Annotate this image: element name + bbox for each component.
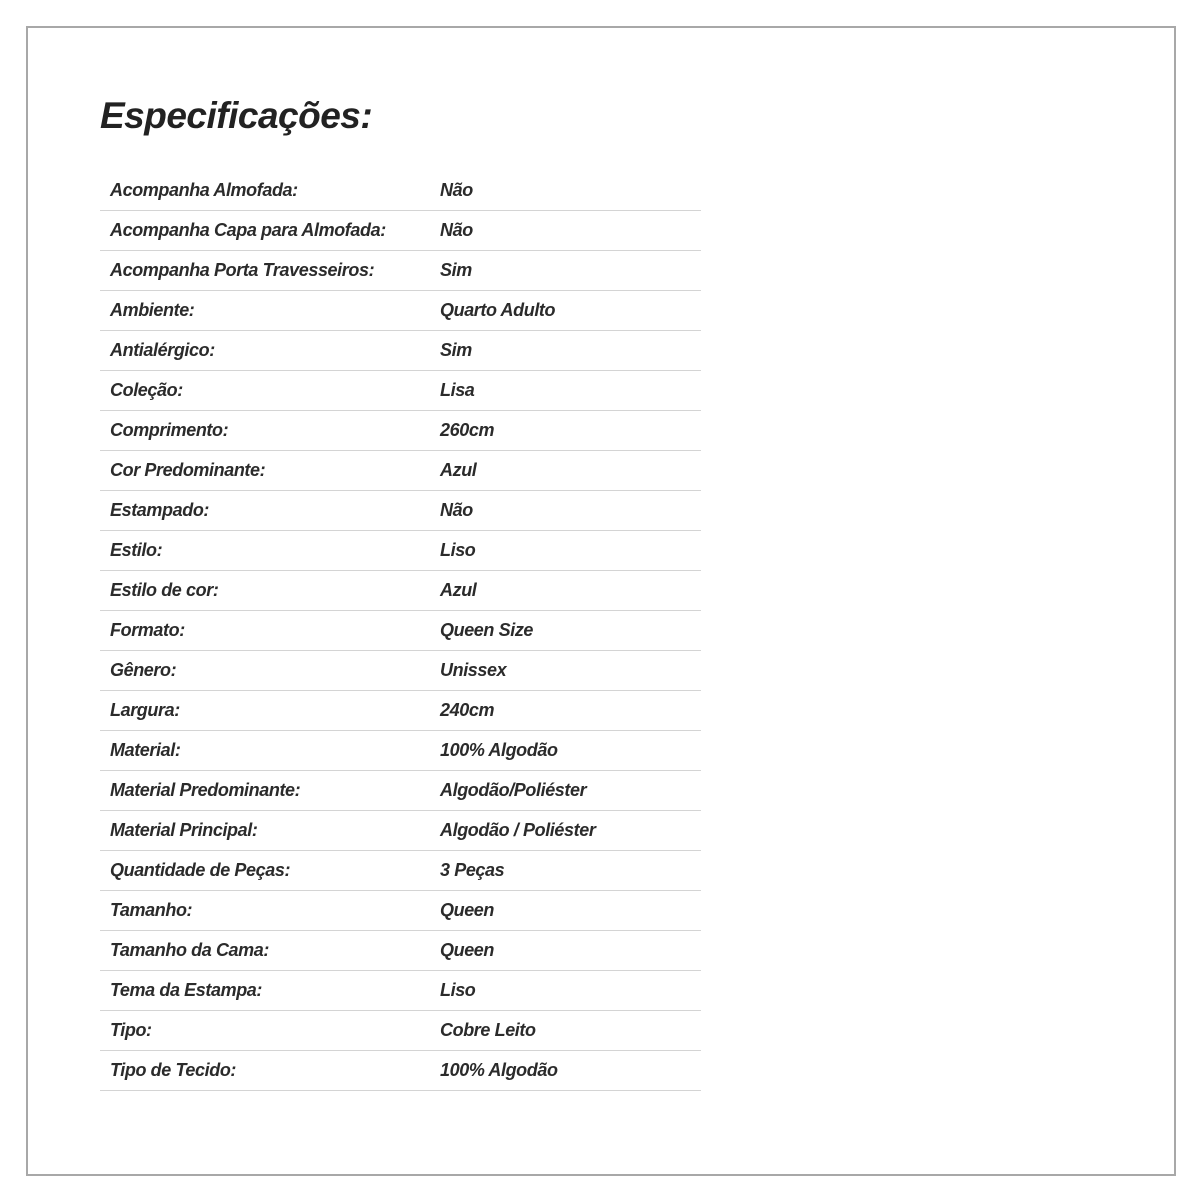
spec-value: 260cm (440, 420, 495, 440)
spec-label: Tamanho da Cama: (110, 940, 269, 960)
spec-row (100, 211, 701, 251)
spec-label: Cor Predominante: (110, 460, 266, 480)
spec-label: Tamanho: (110, 900, 193, 920)
spec-label: Tipo: (110, 1020, 152, 1040)
spec-row (100, 851, 701, 891)
spec-value: Azul (440, 460, 477, 480)
spec-label: Ambiente: (110, 300, 195, 320)
spec-row (100, 171, 701, 211)
spec-value: Queen Size (440, 620, 534, 640)
spec-row (100, 451, 701, 491)
spec-value: Queen (440, 900, 495, 920)
spec-label: Coleção: (110, 380, 183, 400)
spec-row (100, 331, 701, 371)
spec-label: Acompanha Almofada: (110, 180, 298, 200)
spec-label: Tipo de Tecido: (110, 1060, 237, 1080)
spec-value: Sim (440, 260, 472, 280)
spec-value: Unissex (440, 660, 507, 680)
spec-value: Azul (440, 580, 477, 600)
spec-row (100, 291, 701, 331)
spec-label: Gênero: (110, 660, 177, 680)
spec-value: 240cm (440, 700, 495, 720)
spec-row (100, 1051, 701, 1091)
spec-value: Sim (440, 340, 472, 360)
spec-label: Acompanha Porta Travesseiros: (110, 260, 375, 280)
page-title: Especificações: (100, 95, 373, 136)
spec-row (100, 811, 701, 851)
spec-row (100, 531, 701, 571)
spec-row (100, 571, 701, 611)
spec-value: Não (440, 220, 473, 240)
spec-row (100, 971, 701, 1011)
spec-value: Queen (440, 940, 495, 960)
spec-row (100, 651, 701, 691)
spec-row (100, 411, 701, 451)
spec-value: Lisa (440, 380, 475, 400)
spec-label: Tema da Estampa: (110, 980, 262, 1000)
spec-label: Material: (110, 740, 181, 760)
spec-label: Quantidade de Peças: (110, 860, 291, 880)
spec-label: Formato: (110, 620, 185, 640)
spec-value: Não (440, 500, 473, 520)
spec-label: Comprimento: (110, 420, 229, 440)
spec-value: 100% Algodão (440, 740, 558, 760)
spec-row (100, 931, 701, 971)
spec-row (100, 371, 701, 411)
spec-label: Antialérgico: (110, 340, 215, 360)
spec-row (100, 691, 701, 731)
spec-label: Acompanha Capa para Almofada: (110, 220, 386, 240)
spec-value: Algodão/Poliéster (440, 780, 587, 800)
spec-label: Estilo: (110, 540, 163, 560)
spec-row (100, 1011, 701, 1051)
spec-row (100, 731, 701, 771)
spec-row (100, 891, 701, 931)
spec-label: Estampado: (110, 500, 210, 520)
spec-value: Algodão / Poliéster (440, 820, 596, 840)
spec-row (100, 611, 701, 651)
spec-label: Estilo de cor: (110, 580, 219, 600)
spec-label: Largura: (110, 700, 180, 720)
spec-label: Material Principal: (110, 820, 258, 840)
spec-row (100, 251, 701, 291)
spec-value: Liso (440, 980, 476, 1000)
spec-value: 3 Peças (440, 860, 505, 880)
spec-value: Quarto Adulto (440, 300, 556, 320)
spec-row (100, 491, 701, 531)
spec-value: Não (440, 180, 473, 200)
spec-row (100, 771, 701, 811)
spec-value: Liso (440, 540, 476, 560)
spec-table (100, 171, 701, 1091)
spec-value: Cobre Leito (440, 1020, 536, 1040)
spec-value: 100% Algodão (440, 1060, 558, 1080)
spec-label: Material Predominante: (110, 780, 301, 800)
